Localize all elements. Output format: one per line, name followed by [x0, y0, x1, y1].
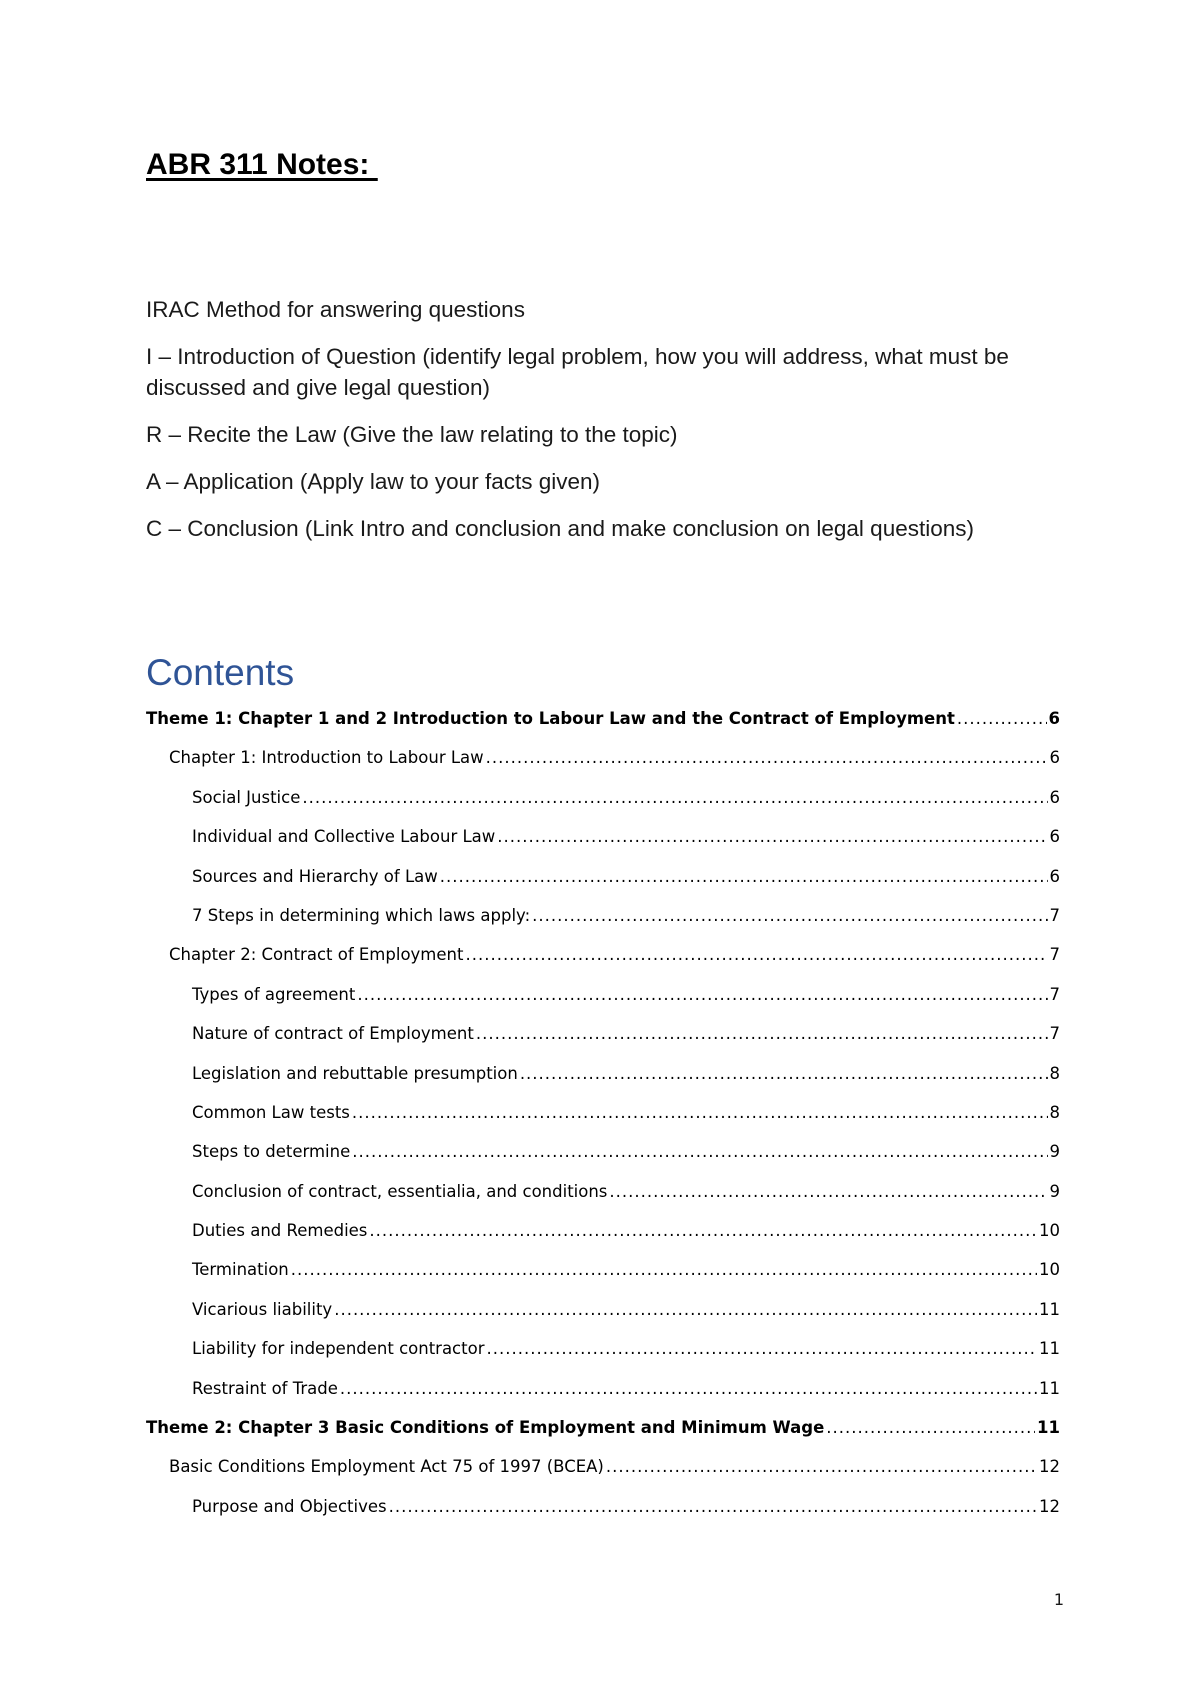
toc-entry[interactable]: [146, 823, 1060, 862]
toc-dot-leader: [486, 744, 1048, 772]
toc-dot-leader: [606, 1453, 1037, 1481]
table-of-contents: [146, 705, 1060, 1532]
toc-dot-leader: [532, 902, 1047, 930]
toc-entry[interactable]: [146, 1020, 1060, 1059]
toc-dot-leader: [520, 1060, 1048, 1088]
irac-heading: IRAC Method for answering questions: [146, 297, 525, 322]
toc-entry-page-number: 11: [1039, 1378, 1060, 1398]
toc-entry-label: Conclusion of contract, essentialia, and conditions: [192, 1181, 608, 1201]
toc-entry-page-number: 10: [1039, 1221, 1060, 1241]
toc-entry-label: Nature of contract of Employment: [192, 1024, 474, 1044]
toc-entry-label: Theme 1: Chapter 1 and 2 Introduction to Labour Law and the Contract of Employment: [146, 709, 955, 728]
toc-entry[interactable]: [146, 1099, 1060, 1138]
toc-entry[interactable]: [146, 1296, 1060, 1335]
toc-entry-label: Social Justice: [192, 787, 301, 807]
toc-entry[interactable]: [146, 1217, 1060, 1256]
irac-section: [146, 294, 1066, 560]
toc-entry-label: Sources and Hierarchy of Law: [192, 866, 438, 886]
toc-dot-leader: [440, 863, 1048, 891]
toc-entry-label: Steps to determine: [192, 1142, 351, 1162]
document-title: ABR 311 Notes:: [146, 148, 378, 181]
toc-dot-leader: [302, 784, 1047, 812]
toc-entry[interactable]: [146, 981, 1060, 1020]
toc-dot-leader: [957, 705, 1047, 733]
toc-dot-leader: [486, 1335, 1037, 1363]
toc-entry[interactable]: [146, 1453, 1060, 1492]
toc-entry[interactable]: [146, 1335, 1060, 1374]
toc-entry[interactable]: [146, 1414, 1060, 1453]
toc-entry-page-number: 7: [1049, 945, 1060, 965]
toc-entry-label: Termination: [192, 1260, 289, 1280]
toc-entry[interactable]: [146, 1178, 1060, 1217]
toc-entry-label: Chapter 1: Introduction to Labour Law: [169, 748, 484, 768]
toc-entry-page-number: 11: [1039, 1299, 1060, 1319]
toc-entry[interactable]: [146, 705, 1060, 744]
toc-entry-page-number: 11: [1037, 1418, 1060, 1438]
toc-entry[interactable]: [146, 1375, 1060, 1414]
toc-entry-label: Basic Conditions Employment Act 75 of 1997 (BCEA): [169, 1457, 604, 1477]
toc-dot-leader: [334, 1296, 1037, 1324]
toc-dot-leader: [352, 1099, 1048, 1127]
toc-entry-page-number: 6: [1049, 866, 1060, 886]
toc-entry-page-number: 9: [1049, 1181, 1060, 1201]
toc-dot-leader: [357, 981, 1047, 1009]
toc-entry-page-number: 7: [1049, 905, 1060, 925]
toc-entry-page-number: 7: [1049, 1024, 1060, 1044]
toc-entry[interactable]: [146, 902, 1060, 941]
toc-entry-label: Individual and Collective Labour Law: [192, 827, 496, 847]
page-number: 1: [1053, 1590, 1064, 1609]
toc-entry-label: Vicarious liability: [192, 1299, 333, 1319]
toc-entry-label: Duties and Remedies: [192, 1221, 368, 1241]
toc-dot-leader: [291, 1256, 1037, 1284]
toc-entry[interactable]: [146, 1138, 1060, 1177]
toc-entry-page-number: 12: [1039, 1496, 1060, 1516]
toc-entry[interactable]: [146, 784, 1060, 823]
toc-dot-leader: [826, 1414, 1035, 1442]
toc-entry[interactable]: [146, 863, 1060, 902]
toc-entry-label: Types of agreement: [192, 984, 356, 1004]
toc-entry-page-number: 8: [1049, 1063, 1060, 1083]
toc-entry-page-number: 10: [1039, 1260, 1060, 1280]
toc-dot-leader: [497, 823, 1047, 851]
toc-entry-page-number: 6: [1049, 787, 1060, 807]
toc-entry-label: Theme 2: Chapter 3 Basic Conditions of Employment and Minimum Wage: [146, 1418, 825, 1438]
irac-conclusion: C – Conclusion (Link Intro and conclusion and make conclusion on legal questions): [146, 516, 974, 541]
toc-dot-leader: [609, 1178, 1047, 1206]
toc-entry[interactable]: [146, 744, 1060, 783]
toc-dot-leader: [340, 1375, 1037, 1403]
toc-entry-page-number: 8: [1049, 1102, 1060, 1122]
toc-entry-page-number: 6: [1049, 827, 1060, 847]
toc-entry-page-number: 12: [1039, 1457, 1060, 1477]
toc-entry[interactable]: [146, 1493, 1060, 1532]
toc-entry-page-number: 6: [1048, 709, 1060, 728]
contents-heading: Contents: [146, 652, 295, 693]
toc-entry[interactable]: [146, 941, 1060, 980]
toc-entry-label: 7 Steps in determining which laws apply:: [192, 905, 531, 925]
toc-entry-page-number: 11: [1039, 1339, 1060, 1359]
toc-entry-label: Legislation and rebuttable presumption: [192, 1063, 518, 1083]
toc-dot-leader: [465, 941, 1047, 969]
toc-dot-leader: [352, 1138, 1047, 1166]
toc-entry-page-number: 6: [1049, 748, 1060, 768]
toc-dot-leader: [389, 1493, 1037, 1521]
irac-application: A – Application (Apply law to your facts given): [146, 469, 600, 494]
irac-introduction: I – Introduction of Question (identify legal problem, how you will address, what must be discussed and give legal question): [146, 344, 1009, 400]
toc-entry[interactable]: [146, 1256, 1060, 1295]
toc-entry-label: Restraint of Trade: [192, 1378, 338, 1398]
toc-entry-page-number: 7: [1049, 984, 1060, 1004]
irac-recite-law: R – Recite the Law (Give the law relating to the topic): [146, 422, 678, 447]
toc-entry-label: Liability for independent contractor: [192, 1339, 485, 1359]
toc-entry-label: Purpose and Objectives: [192, 1496, 387, 1516]
toc-entry-label: Common Law tests: [192, 1102, 350, 1122]
toc-entry-page-number: 9: [1049, 1142, 1060, 1162]
toc-entry[interactable]: [146, 1060, 1060, 1099]
toc-dot-leader: [369, 1217, 1037, 1245]
toc-dot-leader: [476, 1020, 1048, 1048]
toc-entry-label: Chapter 2: Contract of Employment: [169, 945, 464, 965]
